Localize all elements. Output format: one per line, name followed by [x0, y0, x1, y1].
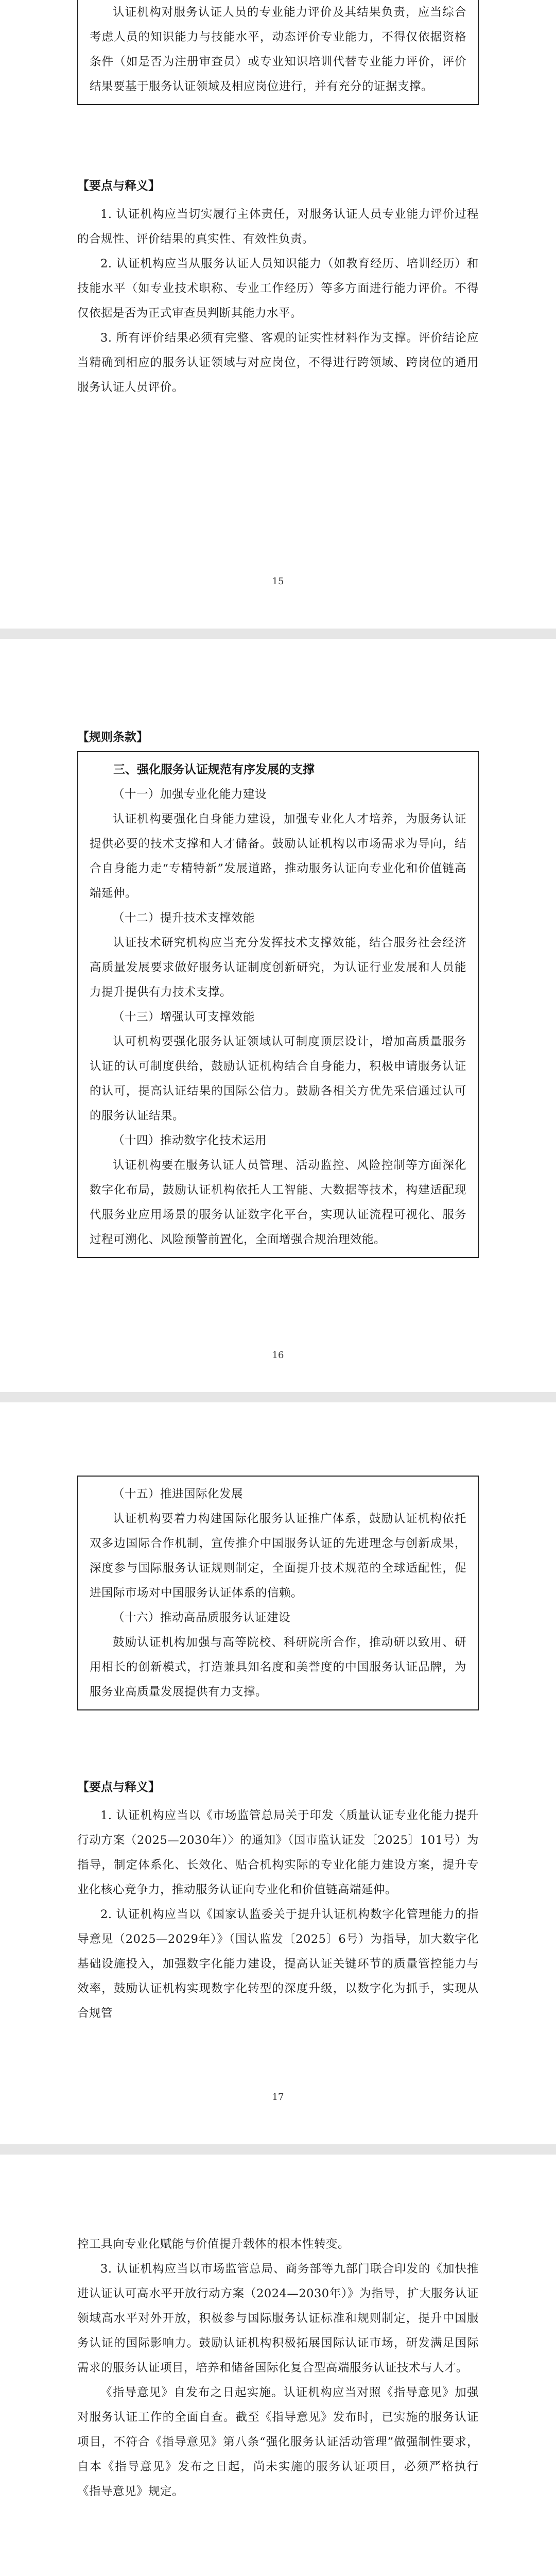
key-point-paragraph: 控工具向专业化赋能与价值提升载体的根本性转变。 — [77, 2238, 350, 2251]
key-point-paragraph: 1. 认证机构应当切实履行主体责任，对服务认证人员专业能力评价过程的合规性、评价结果的真实性、有效性负责。 — [77, 208, 479, 246]
key-point-paragraph: 2. 认证机构应当以《国家认监委关于提升认证机构数字化管理能力的指导意见（2025—2029年）》（国认监发〔2025〕6号）为指导，加大数字化基础设施投入，加强数字化能力建设，提高认证关键环节的质量管控能力与效率，鼓励认证机构实现数字化转型的深度升级，以数字化为抓手，实现从合规管 — [77, 1908, 479, 2020]
rule-subtitle: （十一）加强专业化能力建设 — [113, 788, 267, 801]
key-point-paragraph: 《指导意见》自发布之日起实施。认证机构应当对照《指导意见》加强对服务认证工作的全面自查。截至《指导意见》发布时，已实施的服务认证项目，不符合《指导意见》第八条“强化服务认证活动管理”做强制性要求，自本《指导意见》发布之日起，尚未实施的服务认证项目，必须严格执行《指导意见》规定。 — [77, 2386, 479, 2498]
key-point-paragraph: 3. 认证机构应当以市场监管总局、商务部等九部门联合印发的《加快推进认证认可高水平开放行动方案（2024—2030年）》为指导，扩大服务认证领域高水平对外开放，积极参与国际服务认证标准和规则制定，提升中国服务认证的国际影响力。鼓励认证机构积极拓展国际认证市场，研发满足国际需求的服务认证项目，培养和储备国际化复合型高端服务认证技术与人才。 — [77, 2262, 479, 2375]
document-page-16 — [0, 639, 556, 1392]
document-page-15 — [0, 0, 556, 629]
rule-paragraph: 鼓励认证机构加强与高等院校、科研院所合作，推动研以致用、研用相长的创新模式，打造兼具知名度和美誉度的中国服务认证品牌，为服务业高质量发展提供有力支撑。 — [90, 1636, 466, 1699]
key-point-paragraph: 3. 所有评价结果必须有完整、客观的证实性材料作为支撑。评价结论应当精确到相应的服务认证领域与对应岗位，不得进行跨领域、跨岗位的通用服务认证人员评价。 — [77, 331, 479, 394]
rule-box — [77, 751, 479, 1258]
section-label-rules: 【规则条款】 — [77, 731, 148, 744]
page-number: 15 — [272, 576, 284, 587]
rule-paragraph: 认证技术研究机构应当充分发挥技术支撑效能，结合服务社会经济高质量发展要求做好服务认证制度创新研究，为认证行业发展和人员能力提升提供有力技术支撑。 — [90, 936, 466, 999]
rule-subtitle: （十六）推动高品质服务认证建设 — [113, 1611, 291, 1624]
section-label-key-points: 【要点与释义】 — [77, 1781, 160, 1794]
section-label-key-points: 【要点与释义】 — [77, 179, 160, 193]
rule-paragraph: 认证机构要着力构建国际化服务认证推广体系，鼓励认证机构依托双多边国际合作机制，宣传推介中国服务认证的先进理念与创新成果，深度参与国际服务认证规则制定，全面提升技术规范的全球适配性，促进国际市场对中国服务认证体系的信赖。 — [90, 1512, 466, 1600]
rule-subtitle: （十四）推动数字化技术运用 — [113, 1134, 267, 1147]
key-points-body — [77, 2232, 479, 2504]
rule-section-title: 三、强化服务认证规范有序发展的支撑 — [113, 763, 315, 776]
rule-paragraph: 认证机构要在服务认证人员管理、活动监控、风险控制等方面深化数字化布局，鼓励认证机构依托人工智能、大数据等技术，构建适配现代服务业应用场景的服务认证数字化平台，实现认证流程可视化、服务过程可溯化、风险预警前置化，全面增强合规治理效能。 — [90, 1159, 466, 1246]
key-point-paragraph: 2. 认证机构应当从服务认证人员知识能力（如教育经历、培训经历）和技能水平（如专业技术职称、专业工作经历）等多方面进行能力评价。不得仅依据是否为正式审查员判断其能力水平。 — [77, 257, 479, 320]
document-page-17 — [0, 1402, 556, 2144]
rule-subtitle: （十五）推进国际化发展 — [113, 1487, 244, 1501]
key-points-body — [77, 1803, 479, 2026]
rule-subtitle: （十二）提升技术支撑效能 — [113, 911, 255, 925]
page-number: 17 — [272, 2092, 284, 2103]
rule-paragraph: 认可机构要强化服务认证领域认可制度顶层设计，增加高质量服务认证的认可制度供给，鼓励认证机构结合自身能力，积极申请服务认证的认可，提高认证结果的国际公信力。鼓励各相关方优先采信通过认可的服务认证结果。 — [90, 1035, 466, 1123]
rule-box — [77, 1476, 479, 1710]
page-number: 16 — [272, 1350, 284, 1361]
key-points-body — [77, 202, 479, 400]
rule-paragraph: 认证机构对服务认证人员的专业能力评价及其结果负责，应当综合考虑人员的知识能力与技能水平，动态评价专业能力，不得仅依据资格条件（如是否为注册审查员）或专业知识培训代替专业能力评价，评价结果要基于服务认证领域及相应岗位进行，并有充分的证据支撑。 — [90, 6, 466, 93]
rule-subtitle: （十三）增强认可支撑效能 — [113, 1010, 255, 1024]
key-point-paragraph: 1. 认证机构应当以《市场监管总局关于印发〈质量认证专业化能力提升行动方案（2025—2030年）〉的通知》（国市监认证发〔2025〕101号）为指导，制定体系化、长效化、贴合机构实际的专业化能力建设方案，提升专业化核心竞争力，推动服务认证向专业化和价值链高端延伸。 — [77, 1809, 479, 1896]
rule-box — [77, 0, 479, 105]
rule-paragraph: 认证机构要强化自身能力建设，加强专业化人才培养，为服务认证提供必要的技术支撑和人才储备。鼓励认证机构以市场需求为导向，结合自身能力走“专精特新”发展道路，推动服务认证向专业化和价值链高端延伸。 — [90, 812, 466, 900]
document-page-18 — [0, 2155, 556, 2576]
